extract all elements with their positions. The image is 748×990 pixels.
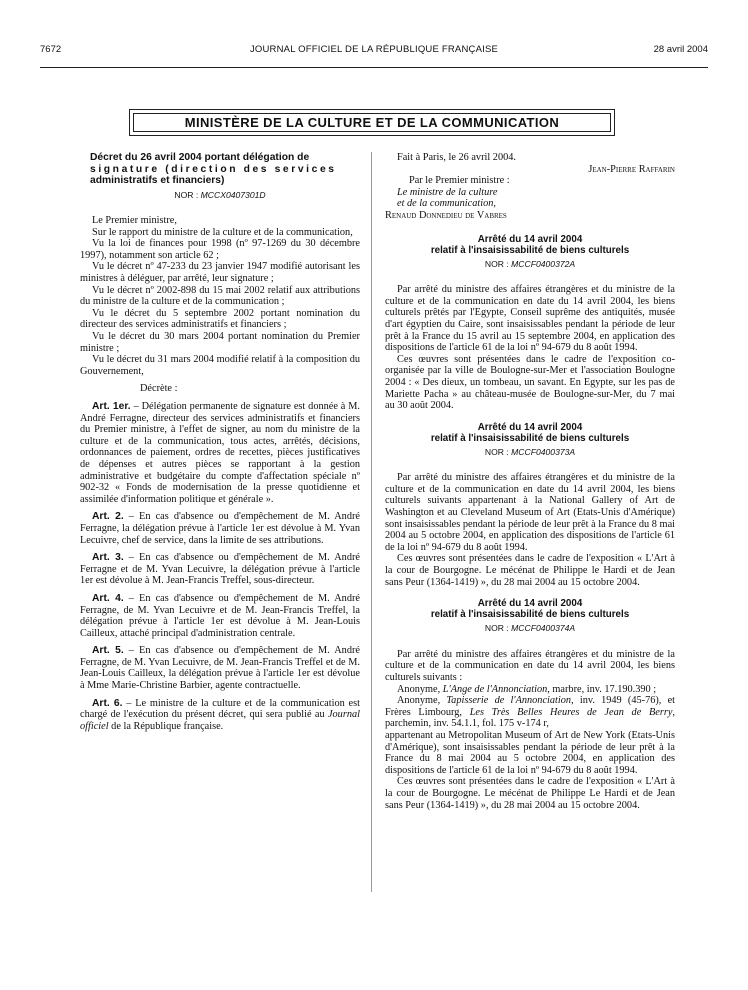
article-text: de la République française.: [108, 720, 224, 732]
ministry-box: [129, 109, 615, 136]
nor-label: NOR :: [484, 623, 512, 634]
minister-title: [397, 187, 675, 199]
article-text: – En cas d'absence ou d'empêchement de M. André Ferragne, de M. Yvan Lecuivre et de M. Jean-Francis Treffel, la délégation prévue à l'article 1er est dévolue à M. Jean-Louis Cailleux, attaché principal d'administration centrale.: [80, 592, 360, 639]
nor-label: NOR :: [174, 189, 201, 200]
header-rule: [40, 67, 708, 68]
column-divider: [371, 152, 372, 892]
premier-ministre: Le Premier ministre,: [92, 215, 177, 227]
item-text: Anonyme,: [397, 683, 443, 695]
minister-line: et de la communication,: [397, 198, 496, 210]
nor-code: MCCF0400372A: [511, 258, 576, 269]
arrete-paragraph: Ces œuvres sont présentées dans le cadre de l'exposition « L'Art à la cour de Bourgogne. Le mécénat de Philippe le Hardi et de Jean sans Peur (1364-1419) », du 28 mai 2004 au 15 octobre 2004.: [385, 553, 675, 588]
visa: Vu la loi de finances pour 1998 (nº 97-1269 du 30 décembre 1997), notamment son article 62 ;: [80, 238, 360, 261]
article-label: Art. 3.: [92, 552, 124, 564]
decret-title-line: signature (direction des services: [90, 163, 337, 175]
arrete-paragraph: Ces œuvres sont présentées dans le cadre de l'exposition « L'Art à la cour de Bourgogne. Le mécénat de Philippe Le Hardi et de Jean sans Peur (1364-1419) », du 28 mai 2004 au 15 octobre 2004.: [385, 776, 675, 811]
nor-code: MCCF0400373A: [511, 446, 576, 457]
artwork-item: [385, 684, 675, 696]
ministry-title: MINISTÈRE DE LA CULTURE ET DE LA COMMUNICATION: [133, 113, 611, 132]
arrete-title-line: relatif à l'insaisissabilité de biens culturels: [430, 432, 630, 444]
item-text: Anonyme,: [397, 695, 447, 707]
arrete-title-line: relatif à l'insaisissabilité de biens culturels: [430, 609, 630, 621]
article: [80, 645, 360, 691]
article: [80, 552, 360, 587]
arrete-title: [385, 422, 675, 444]
item-title: L'Ange de l'Annonciation: [442, 683, 548, 695]
visa: Vu le décret nº 47-233 du 23 janvier 1947 modifié autorisant les ministres à déléguer, par arrêté, leur signature ;: [80, 261, 360, 285]
arrete-paragraph: Par arrêté du ministre des affaires étrangères et du ministre de la culture et de la communication en date du 14 avril 2004, les biens culturels suivants :: [385, 648, 675, 683]
arrete-paragraph: Par arrêté du ministre des affaires étrangères et du ministre de la culture et de la communication en date du 14 avril 2004, les biens culturels prêtés par l'Egypte, Conseil suprême des antiquités, musée d'art égyptien du Caire, sont insaisissables pendant la période de leur prêt à la France du 15 avril au 15 septembre 2004, en application des dispositions de l'article 61 de la loi nº 94-679 du 8 août 1994.: [385, 284, 675, 354]
article: [80, 511, 360, 546]
item-text: , inv. 1949 (45-76), et Frères Limbourg,: [385, 695, 676, 718]
decret-nor: [80, 190, 360, 202]
article-label: Art. 2.: [92, 511, 124, 523]
arrete-nor: [385, 259, 675, 271]
decret-title: [90, 152, 350, 187]
visa: Vu le décret nº 2002-898 du 15 mai 2002 relatif aux attributions du ministre de la culture et de la communication ;: [80, 284, 360, 308]
visa: Vu le décret du 31 mars 2004 modifié relatif à la composition du Gouvernement,: [80, 354, 360, 377]
nor-code: MCCX0407301D: [200, 189, 266, 200]
visa: Vu le décret du 30 mars 2004 portant nomination du Premier ministre ;: [80, 331, 360, 354]
par-le-premier-ministre: Par le Premier ministre :: [409, 175, 510, 187]
signatory: Jean-Pierre Raffarin: [588, 163, 675, 175]
item-title: Les Très Belles Heures de Jean de Berry: [469, 706, 673, 718]
left-column: [80, 152, 360, 732]
decret-title-line: Décret du 26 avril 2004 portant délégation de: [90, 152, 310, 163]
minister-title: [397, 198, 675, 210]
arrete-paragraph: Ces œuvres sont présentées dans le cadre de l'exposition co-organisée par la ville de Boulogne-sur-Mer et l'association Boulogne 2004 : « Des dieux, un tombeau, un savant. En Egypte, sur les pas de Mariette Pacha » au château-musée de Boulogne-sur-Mer, du 7 mai au 30 août 2004.: [385, 353, 675, 412]
minister-name: Renaud Donnedieu de Vabres: [385, 209, 507, 221]
item-text: , parchemin, inv. 54.1.1, fol. 175 v-174 r,: [385, 706, 675, 730]
article-label: Art. 4.: [92, 592, 124, 604]
issue-date: 28 avril 2004: [653, 44, 708, 55]
arrete-nor: [385, 447, 675, 459]
right-column: [385, 152, 675, 811]
fait-a-paris: Fait à Paris, le 26 avril 2004.: [397, 152, 516, 163]
article: [80, 593, 360, 639]
article-text: – Délégation permanente de signature est donnée à M. André Ferragne, directeur des services administratifs et financiers du Premier ministre, à l'effet de signer, au nom du ministre de la culture et de la communication, tous actes, arrêtés, décisions, ordonnances de paiement, ordres de recettes, pièces justificatives de dépenses et autres pièces se rapportant à la gestion administrative et budgétaire du compte d'affectation spéciale nº 902-32 « Fonds de modernisation de la presse quotidienne et assimilée d'information politique et générale ».: [80, 401, 360, 505]
minister-line: Le ministre de la culture: [397, 186, 498, 198]
arrete-title-line: Arrêté du 14 avril 2004: [477, 233, 583, 245]
visa: Vu le décret du 5 septembre 2002 portant nomination du directeur des services administratifs et financiers ;: [80, 307, 360, 331]
nor-code: MCCF0400374A: [511, 623, 576, 634]
item-text: , marbre, inv. 17.190.390 ;: [547, 683, 657, 695]
arrete-title-line: Arrêté du 14 avril 2004: [477, 421, 583, 433]
article-text: – En cas d'absence ou d'empêchement de M. André Ferragne et de M. Yvan Lecuivre, la délégation prévue à l'article 1er est dévolue à M. Jean-Francis Treffel, sous-directeur.: [80, 552, 360, 587]
article-text: – Le ministre de la culture et de la communication est chargé de l'exécution du présent décret, qui sera publié au: [80, 697, 360, 721]
page-number: 7672: [40, 44, 62, 55]
arrete-title-line: Arrêté du 14 avril 2004: [477, 598, 583, 610]
article-text: – En cas d'absence ou d'empêchement de M. André Ferragne, la délégation prévue à l'article 1er est dévolue à M. Yvan Lecuivre, chef de service, dans la limite de ses attributions.: [80, 511, 360, 546]
article-label: Art. 1er.: [92, 401, 131, 412]
arrete-nor: [385, 623, 675, 635]
article-label: Art. 6.: [92, 697, 123, 709]
arrete-title: [385, 598, 675, 620]
arrete-paragraph: appartenant au Metropolitan Museum of Art de New York (Etats-Unis d'Amérique), sont insaisissables pendant la période de leur prêt à la France du 8 mai 2004 au 5 octobre 2004, en application des dispositions de l'article 61 de la loi nº 94-679 du 8 août 1994.: [385, 729, 675, 776]
article-text: – En cas d'absence ou d'empêchement de M. André Ferragne, de M. Yvan Lecuivre, de M. Jean-Francis Treffel et de M. Jean-Louis Cailleux, la délégation prévue à l'article 1er est dévolue à Mme Marie-Christine Barbier, agente contractuelle.: [80, 645, 360, 692]
arrete-title-line: relatif à l'insaisissabilité de biens culturels: [430, 244, 630, 256]
arrete-title: [385, 234, 675, 256]
arrete-paragraph: Par arrêté du ministre des affaires étrangères et du ministre de la culture et de la communication en date du 14 avril 2004, les biens culturels suivants appartenant à la National Gallery of Art de Washington et au Cleveland Museum of Art (Etats-Unis d'Amérique) sont insaisissables pendant la période de leur prêt à la France du 8 mai 2004 au 5 octobre 2004, en application des dispositions de l'article 61 de la loi nº 94-679 du 8 août 1994.: [385, 472, 675, 553]
article: [80, 698, 360, 733]
nor-label: NOR :: [484, 258, 512, 269]
page-header: [40, 44, 708, 58]
item-title: Tapisserie de l'Annonciation: [446, 695, 572, 707]
journal-title: JOURNAL OFFICIEL DE LA RÉPUBLIQUE FRANÇAISE: [249, 44, 499, 55]
artwork-item: [385, 695, 675, 730]
article: [80, 401, 360, 505]
decrete: Décrète :: [140, 383, 178, 395]
journal-officiel: Journal officiel: [80, 709, 360, 732]
nor-label: NOR :: [484, 446, 512, 457]
visa: Sur le rapport du ministre de la culture et de la communication,: [92, 226, 353, 238]
article-label: Art. 5.: [92, 645, 124, 657]
decret-title-line: administratifs et financiers): [90, 175, 225, 186]
